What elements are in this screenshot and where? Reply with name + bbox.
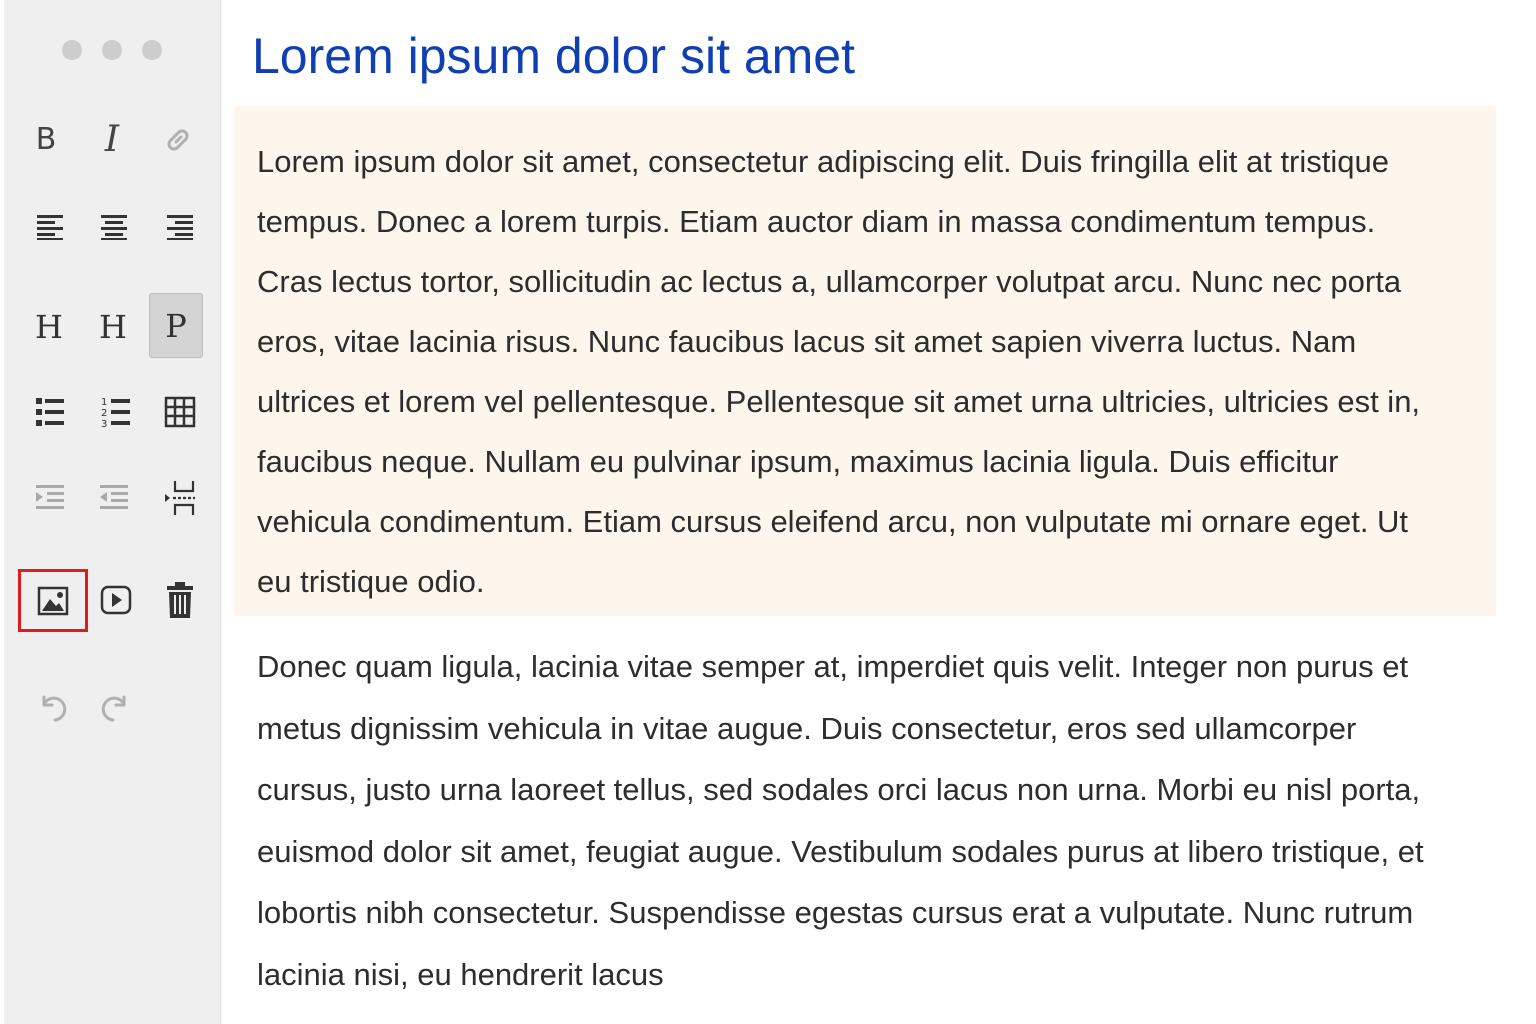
numbered-list-icon [100, 395, 132, 429]
italic-button[interactable] [90, 118, 134, 162]
editor-toolbar [4, 0, 221, 1024]
window-controls [62, 40, 162, 60]
heading-2-label: H [99, 308, 127, 346]
table-button[interactable] [158, 390, 202, 434]
window-dot-3[interactable] [142, 40, 162, 60]
delete-button[interactable] [158, 576, 202, 624]
align-left-icon [35, 211, 65, 241]
insert-video-button[interactable] [94, 578, 138, 622]
insert-image-icon [37, 585, 69, 617]
indent-icon [34, 482, 66, 514]
highlighted-paragraph[interactable]: Lorem ipsum dolor sit amet, consectetur adipiscing elit. Duis fringilla elit at tristique tempus. Donec a lorem turpis. Etiam auctor diam in massa condimentum tempus. Cras lectus tortor, sollicitudin ac lectus a, ullamcorper volutpat arcu. Nunc nec porta eros, vitae lacinia risus. Nunc faucibus lacus sit amet sapien viverra luctus. Nam ultrices et lorem vel pellentesque. Pellentesque sit amet urna ultricies, ultricies est in, faucibus neque. Nullam eu pulvinar ipsum, maximus lacinia ligula. Duis efficitur vehicula condimentum. Etiam cursus eleifend arcu, non vulputate mi ornare eget. Ut eu tristique odio. [234, 106, 1496, 616]
align-center-icon [99, 211, 129, 241]
heading-2-button[interactable] [90, 304, 136, 350]
document-title[interactable]: Lorem ipsum dolor sit amet [252, 28, 856, 84]
svg-text:1: 1 [101, 397, 108, 408]
window-dot-1[interactable] [62, 40, 82, 60]
align-right-icon [165, 211, 195, 241]
svg-text:2: 2 [101, 408, 108, 419]
align-right-button[interactable] [158, 204, 202, 248]
svg-text:3: 3 [101, 419, 108, 429]
align-center-button[interactable] [92, 204, 136, 248]
paragraph[interactable]: Donec quam ligula, lacinia vitae semper at, imperdiet quis velit. Integer non purus et metus dignissim vehicula in vitae augue. Duis consectetur, eros sed ullamcorper cursus, justo urna laoreet tellus, sed sodales orci lacus non urna. Morbi eu nisl porta, euismod dolor sit amet, feugiat augue. Vestibulum sodales purus at libero tristique, et lobortis nibh consectetur. Suspendisse egestas cursus erat a vulputate. Nunc rutrum lacinia nisi, eu hendrerit lacus [257, 649, 1424, 992]
undo-icon [35, 689, 69, 723]
delete-icon [166, 581, 194, 619]
heading-1-button[interactable] [26, 304, 72, 350]
page-break-icon [163, 479, 197, 517]
insert-image-button[interactable] [18, 569, 88, 632]
outdent-icon [98, 482, 130, 514]
paragraph-label: P [165, 306, 187, 345]
window-dot-2[interactable] [102, 40, 122, 60]
link-button[interactable] [156, 118, 200, 162]
bulleted-list-icon [34, 395, 66, 429]
redo-icon [99, 689, 133, 723]
bulleted-list-button[interactable] [28, 390, 72, 434]
indent-button[interactable] [28, 476, 72, 520]
undo-button[interactable] [30, 684, 74, 728]
align-left-button[interactable] [28, 204, 72, 248]
page-break-button[interactable] [158, 474, 202, 522]
bold-label: B [35, 122, 57, 157]
insert-video-icon [100, 585, 132, 615]
outdent-button[interactable] [92, 476, 136, 520]
bold-button[interactable] [26, 118, 66, 162]
numbered-list-button[interactable] [94, 390, 138, 434]
redo-button[interactable] [94, 684, 138, 728]
paragraph-button[interactable] [149, 293, 203, 358]
table-icon [164, 396, 196, 428]
heading-1-label: H [35, 308, 63, 346]
italic-label: I [104, 119, 120, 160]
link-icon [161, 123, 195, 157]
